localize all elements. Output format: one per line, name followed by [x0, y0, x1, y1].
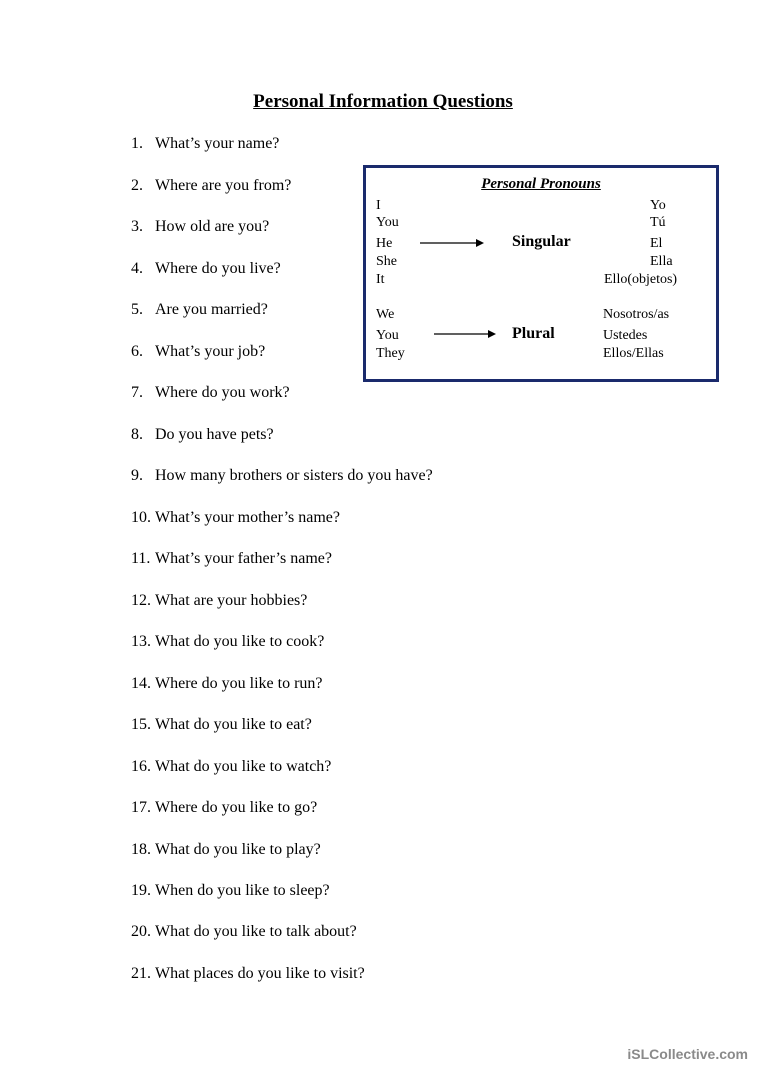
question-item: 11. What’s your father’s name? [131, 550, 332, 567]
question-item: 15. What do you like to eat? [131, 716, 312, 733]
plural-spanish-pronoun: Ustedes [603, 328, 648, 343]
watermark: iSLCollective.com [627, 1046, 748, 1062]
singular-label: Singular [512, 233, 571, 250]
plural-arrow-icon [434, 328, 496, 340]
question-item: 19. When do you like to sleep? [131, 882, 330, 899]
singular-spanish-pronoun: El [650, 236, 663, 251]
question-item: 12. What are your hobbies? [131, 592, 308, 609]
question-item: 17. Where do you like to go? [131, 799, 318, 816]
pronouns-box-title: Personal Pronouns [481, 176, 601, 192]
question-item: 21. What places do you like to visit? [131, 965, 365, 982]
pronouns-box [363, 165, 719, 382]
question-item: 9. How many brothers or sisters do you have? [131, 467, 433, 484]
plural-label: Plural [512, 325, 555, 342]
singular-spanish-pronoun: Ello(objetos) [604, 272, 678, 287]
question-item: 18. What do you like to play? [131, 841, 321, 858]
question-item: 1. What’s your name? [131, 135, 280, 152]
page-title: Personal Information Questions [253, 91, 513, 112]
question-item: 4. Where do you live? [131, 260, 281, 277]
singular-english-pronoun: He [376, 236, 393, 251]
question-item: 13. What do you like to cook? [131, 633, 325, 650]
question-item: 6. What’s your job? [131, 343, 266, 360]
question-item: 16. What do you like to watch? [131, 758, 332, 775]
singular-spanish-pronoun: Yo [650, 198, 666, 213]
question-item: 2. Where are you from? [131, 177, 292, 194]
plural-spanish-pronoun: Nosotros/as [603, 307, 670, 322]
question-item: 3. How old are you? [131, 218, 270, 235]
question-item: 7. Where do you work? [131, 384, 290, 401]
singular-spanish-pronoun: Tú [650, 215, 666, 230]
singular-spanish-pronoun: Ella [650, 254, 673, 269]
question-item: 8. Do you have pets? [131, 426, 274, 443]
singular-english-pronoun: She [376, 254, 397, 269]
singular-english-pronoun: You [376, 215, 399, 230]
plural-english-pronoun: We [376, 307, 395, 322]
plural-spanish-pronoun: Ellos/Ellas [603, 346, 664, 361]
plural-english-pronoun: They [376, 346, 405, 361]
singular-english-pronoun: I [376, 198, 381, 213]
singular-arrow-icon [420, 237, 484, 249]
plural-english-pronoun: You [376, 328, 399, 343]
question-item: 14. Where do you like to run? [131, 675, 323, 692]
question-item: 5. Are you married? [131, 301, 268, 318]
question-item: 10. What’s your mother’s name? [131, 509, 340, 526]
singular-english-pronoun: It [376, 272, 385, 287]
question-item: 20. What do you like to talk about? [131, 923, 357, 940]
